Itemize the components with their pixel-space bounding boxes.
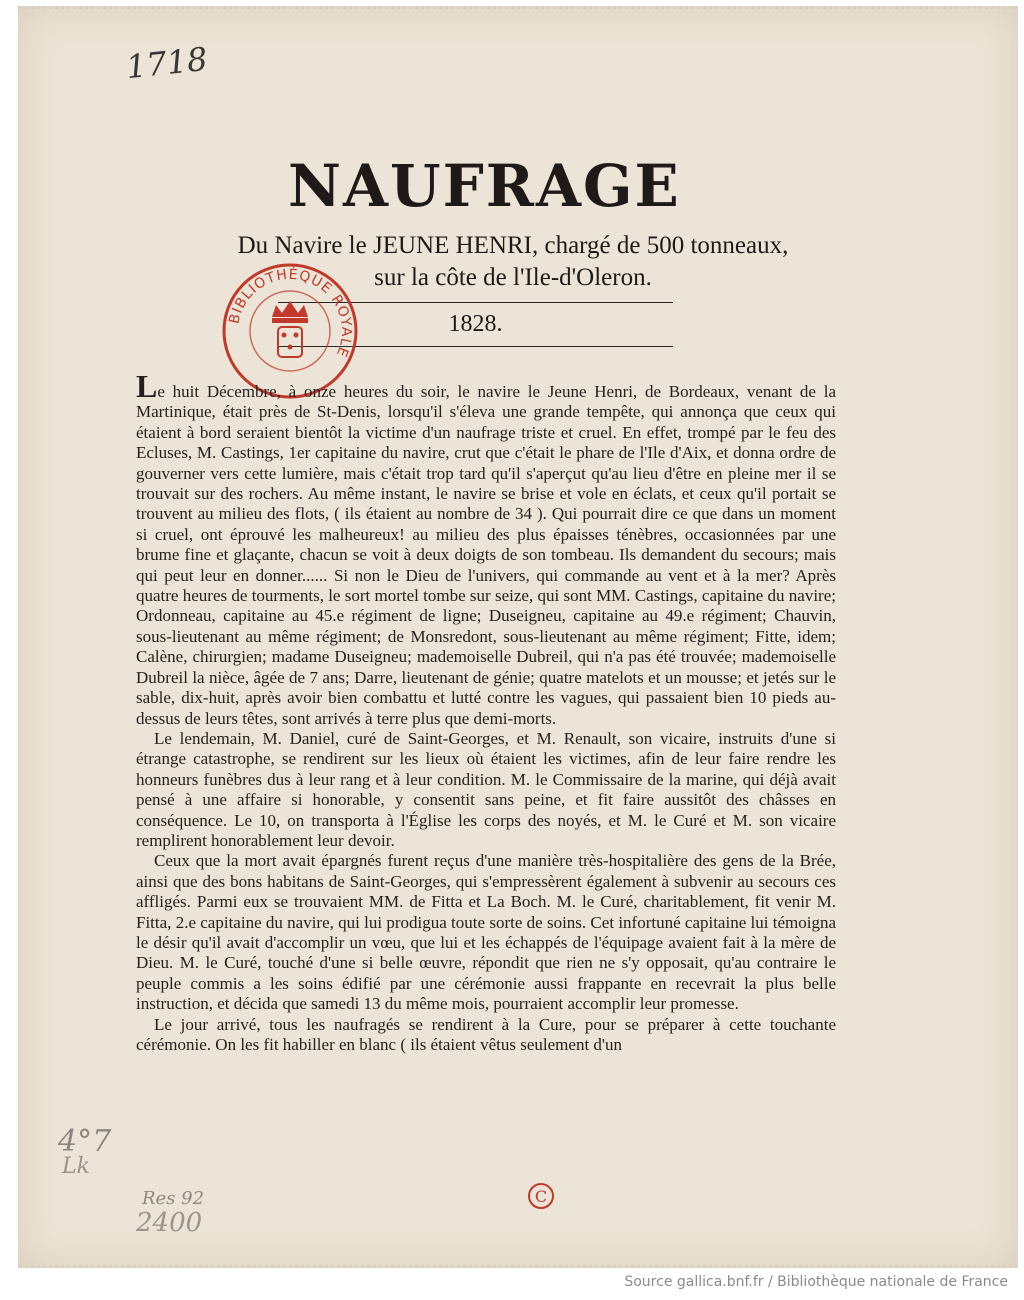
year: 1828.: [448, 311, 503, 337]
paragraph: [136, 368, 836, 729]
dropcap: L: [136, 368, 158, 404]
cote-stamp-icon: [526, 1181, 556, 1211]
handwritten-shelfmark: Lk: [62, 1154, 90, 1179]
subtitle-line: Du Navire le JEUNE HENRI, chargé de 500 tonneaux,: [237, 232, 789, 259]
paragraph: Le lendemain, M. Daniel, curé de Saint-Georges, et M. Renault, son vicaire, instruits d'une si étrange catastrophe, se rendirent sur les lieux où étaient les victimes, afin de leur faire rendre les honneurs funèbres dus à leur rang et à leur condition. M. le Commissaire de la marine, qui déjà avait pensé à une affaire si honorable, y consentit sans peine, et fit faire aussitôt des châsses en conséquence. Le 10, on transporta à l'Église les corps des noyés, et M. le Curé et M. son vicaire remplirent honorablement leur devoir.: [136, 728, 836, 850]
handwritten-shelfmark: 4°7: [58, 1124, 112, 1159]
page-title: NAUFRAGE: [288, 152, 681, 220]
handwritten-shelfmark: Res 92: [142, 1188, 205, 1209]
handwritten-shelfmark: 2400: [136, 1208, 203, 1238]
paragraph-text: e huit Décembre, à onze heures du soir, le navire le Jeune Henri, de Bordeaux, venant de la Martinique, était près de St-Denis, lorsqu'il s'éleva une grande tempête, qui annonça que ceux qui étaient à bord seraient bientôt la victime d'un naufrage triste et cruel. En effet, trompé par le feu des Ecluses, M. Castings, 1er capitaine du navire, crut que c'était le phare de l'Ile d'Aix, et donna ordre de gouverner vers cette lumière, mais c'était trop tard qu'il s'aperçut qu'au lieu d'être en pleine mer il se trouvait sur des rochers. Au même instant, le navire se brise et vole en éclats, et ceux qu'il portait se trouvent au milieu des flots, ( ils étaient au nombre de 34 ). Qui pourrait dire ce que dans un moment si cruel, ont éprouvé les malheureux! au milieu des plus épaisses ténèbres, occasionnées par une brume fine et glaçante, chacun se voit à deux doigts de son tombeau. Ils demandent du secours; mais qui peut leur en donner...... Si non le Dieu de l'univers, qui commande au vent et à la mer? Après quatre heures de tourments, le sort mortel tombe sur seize, qui sont MM. Castings, capitaine du navire; Ordonneau, capitaine au 45.e régiment de ligne; Duseigneu, capitaine au 49.e régiment; Chauvin, sous-lieutenant au même régiment; de Monsredont, sous-lieutenant au même régiment; Fitte, idem; Calène, chirurgien; madame Duseigneu; mademoiselle Dubreil, qui n'a pas été trouvée; mademoiselle Dubreil la nièce, âgée de 7 ans; Darre, lieutenant de génie; quatre matelots et un mousse; et jetés sur le sable, dix-huit, après avoir bien combattu et lutté contre les vagues, qui passaient bien 10 pieds au-dessus de leurs têtes, sont arrivés à terre plus que demi-morts.: [136, 382, 836, 728]
article-body: [136, 368, 836, 1055]
subtitle-line: sur la côte de l'Ile-d'Oleron.: [374, 264, 652, 291]
document-page: [18, 6, 1018, 1268]
source-credit: Source gallica.bnf.fr / Bibliothèque nationale de France: [624, 1274, 1008, 1290]
handwritten-number: 1718: [124, 39, 210, 87]
cote-mark: C: [534, 1187, 548, 1206]
paragraph: Ceux que la mort avait épargnés furent reçus d'une manière très-hospitalière des gens de la Brée, ainsi que des bons habitans de Saint-Georges, qui s'empressèrent également à subvenir au secours ces affligés. Parmi eux se trouvaient MM. de Fitta et La Boch. M. le Curé, charitablement, fit venir M. Fitta, 2.e capitaine du navire, qui lui prodigua toute sorte de soins. Cet infortuné capitaine lui témoigna le désir qu'il avait d'accomplir un vœu, que lui et les échappés de l'équipage avaient fait à la mère de Dieu. M. le Curé, touché d'une si belle œuvre, répondit que rien ne s'y opposait, qu'au contraire le peuple commis a les soins édifié par une cérémonie aussi frappante en recevrait la plus belle instruction, et décida que samedi 13 du même mois, pourraient accomplir leur promesse.: [136, 851, 836, 1014]
paragraph: Le jour arrivé, tous les naufragés se rendirent à la Cure, pour se préparer à cette touchante cérémonie. On les fit habiller en blanc ( ils étaient vêtus seulement d'un: [136, 1014, 836, 1054]
stamp-text: BIBLIOTHÈQUE ROYALE: [226, 266, 355, 360]
